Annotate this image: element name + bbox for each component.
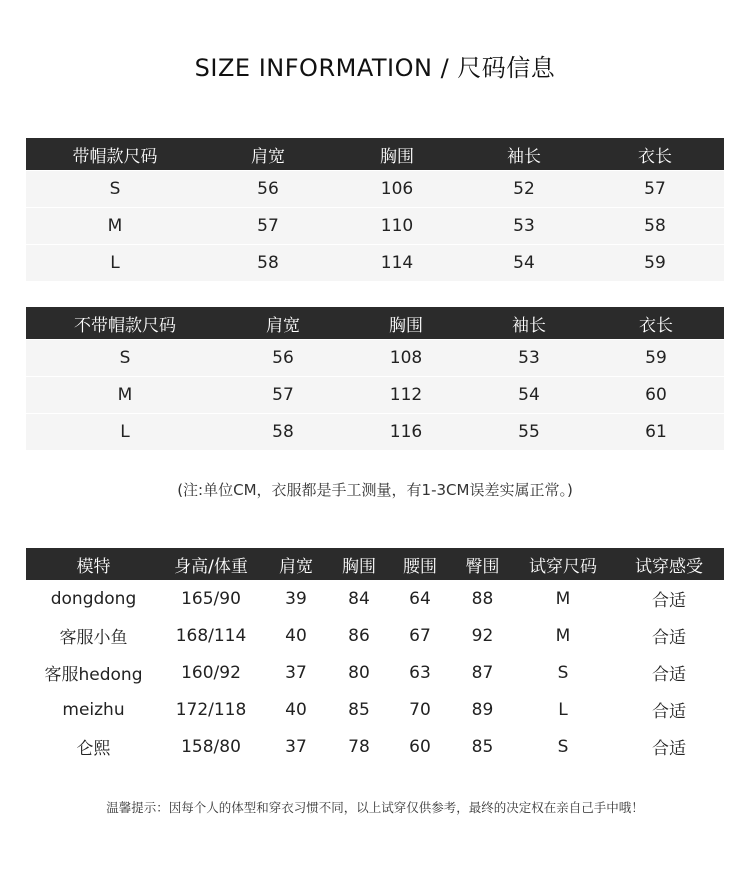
table-cell: 70 (409, 699, 431, 720)
header-cell: 肩宽 (224, 307, 342, 340)
table-header-row (26, 307, 724, 340)
table-cell: 67 (409, 625, 431, 646)
table-cell: 53 (470, 340, 588, 377)
table-cell: 58 (586, 208, 724, 245)
table-cell: 客服小鱼 (59, 628, 128, 648)
table-cell: 85 (471, 736, 494, 757)
table-cell: 85 (348, 699, 370, 720)
table-cell: 40 (285, 625, 307, 646)
table-cell: 合适 (652, 628, 686, 648)
table-cell: 39 (285, 588, 307, 609)
table-cell: 78 (348, 736, 370, 757)
table-cell: 合适 (652, 591, 686, 611)
table-row (26, 208, 724, 245)
table-cell: 52 (462, 171, 586, 208)
table-cell: 合适 (652, 739, 686, 759)
model-fit-table (26, 548, 724, 765)
table-cell: 92 (471, 625, 494, 646)
table-cell: 53 (462, 208, 586, 245)
table-cell: 37 (285, 662, 307, 683)
table-cell: 64 (409, 588, 431, 609)
table-cell: 172/118 (175, 699, 247, 720)
table-cell: 57 (586, 171, 724, 208)
header-cell: 试穿尺码 (512, 548, 614, 580)
page-title: SIZE INFORMATION / 尺码信息 (194, 54, 556, 82)
table-cell: M (26, 377, 224, 414)
table-cell: 106 (332, 171, 462, 208)
table-cell: 160/92 (181, 662, 241, 683)
header-cell: 胸围 (331, 548, 387, 580)
header-cell: 胸围 (332, 138, 462, 171)
table-cell: 40 (285, 699, 307, 720)
header-cell: 身高/体重 (161, 548, 261, 580)
table-cell: 57 (204, 208, 332, 245)
table-cell: 114 (332, 245, 462, 282)
header-cell: 肩宽 (204, 138, 332, 171)
table-cell: 57 (224, 377, 342, 414)
table-cell: 61 (588, 414, 724, 451)
table-header-row (26, 548, 724, 580)
measurement-note: (注:单位CM，衣服都是手工测量，有1-3CM误差实属正常。) (177, 481, 573, 499)
table-row (26, 691, 724, 728)
table-cell: 55 (470, 414, 588, 451)
header-cell: 衣长 (588, 307, 724, 340)
table-cell: 165/90 (181, 588, 241, 609)
table-cell: 37 (285, 736, 307, 757)
table-cell: 58 (224, 414, 342, 451)
table-row (26, 617, 724, 654)
table-cell: 89 (471, 699, 494, 720)
header-cell: 试穿感受 (614, 548, 724, 580)
header-cell: 不带帽款尺码 (26, 307, 224, 340)
header-cell: 袖长 (462, 138, 586, 171)
table-cell: 54 (462, 245, 586, 282)
table-cell: 88 (471, 588, 494, 609)
table-row (26, 340, 724, 377)
table-row (26, 377, 724, 414)
table-cell: 合适 (652, 702, 686, 722)
table-cell: 59 (586, 245, 724, 282)
table-cell: 110 (332, 208, 462, 245)
table-cell: 60 (588, 377, 724, 414)
header-cell: 衣长 (586, 138, 724, 171)
hoodless-size-table (26, 307, 724, 450)
table-cell: S (557, 662, 569, 683)
table-row (26, 728, 724, 765)
table-cell: L (26, 245, 204, 282)
table-cell: 56 (224, 340, 342, 377)
fit-tip: 温馨提示：因每个人的体型和穿衣习惯不同，以上试穿仅供参考，最终的决定权在亲自己手中哦！ (106, 800, 644, 815)
table-row (26, 580, 724, 617)
table-cell: 80 (348, 662, 370, 683)
table-cell: S (26, 171, 204, 208)
header-cell: 带帽款尺码 (26, 138, 204, 171)
table-cell: 63 (409, 662, 431, 683)
header-cell: 肩宽 (261, 548, 331, 580)
table-cell: L (26, 414, 224, 451)
table-row (26, 245, 724, 282)
table-cell: 108 (342, 340, 470, 377)
header-cell: 袖长 (470, 307, 588, 340)
header-cell: 模特 (26, 548, 161, 580)
table-header-row (26, 138, 724, 171)
table-row (26, 654, 724, 691)
table-cell: meizhu (62, 699, 125, 720)
table-cell: 86 (348, 625, 370, 646)
hooded-size-table (26, 138, 724, 281)
table-cell: L (558, 699, 568, 720)
table-cell: S (557, 736, 569, 757)
table-cell: S (26, 340, 224, 377)
table-cell: 客服hedong (44, 665, 143, 685)
header-cell: 臀围 (453, 548, 512, 580)
table-cell: 168/114 (175, 625, 247, 646)
table-cell: M (555, 625, 571, 646)
table-cell: 58 (204, 245, 332, 282)
table-cell: 112 (342, 377, 470, 414)
header-cell: 胸围 (342, 307, 470, 340)
table-cell: M (555, 588, 571, 609)
table-cell: 116 (342, 414, 470, 451)
table-cell: 仑熙 (76, 739, 111, 759)
table-row (26, 171, 724, 208)
table-cell: 60 (409, 736, 431, 757)
table-cell: 87 (471, 662, 494, 683)
table-cell: dongdong (50, 588, 137, 609)
table-cell: 158/80 (181, 736, 241, 757)
table-cell: 合适 (652, 665, 686, 685)
table-row (26, 414, 724, 451)
table-cell: 59 (588, 340, 724, 377)
table-cell: M (26, 208, 204, 245)
table-cell: 54 (470, 377, 588, 414)
table-cell: 84 (348, 588, 370, 609)
table-cell: 56 (204, 171, 332, 208)
header-cell: 腰围 (387, 548, 453, 580)
